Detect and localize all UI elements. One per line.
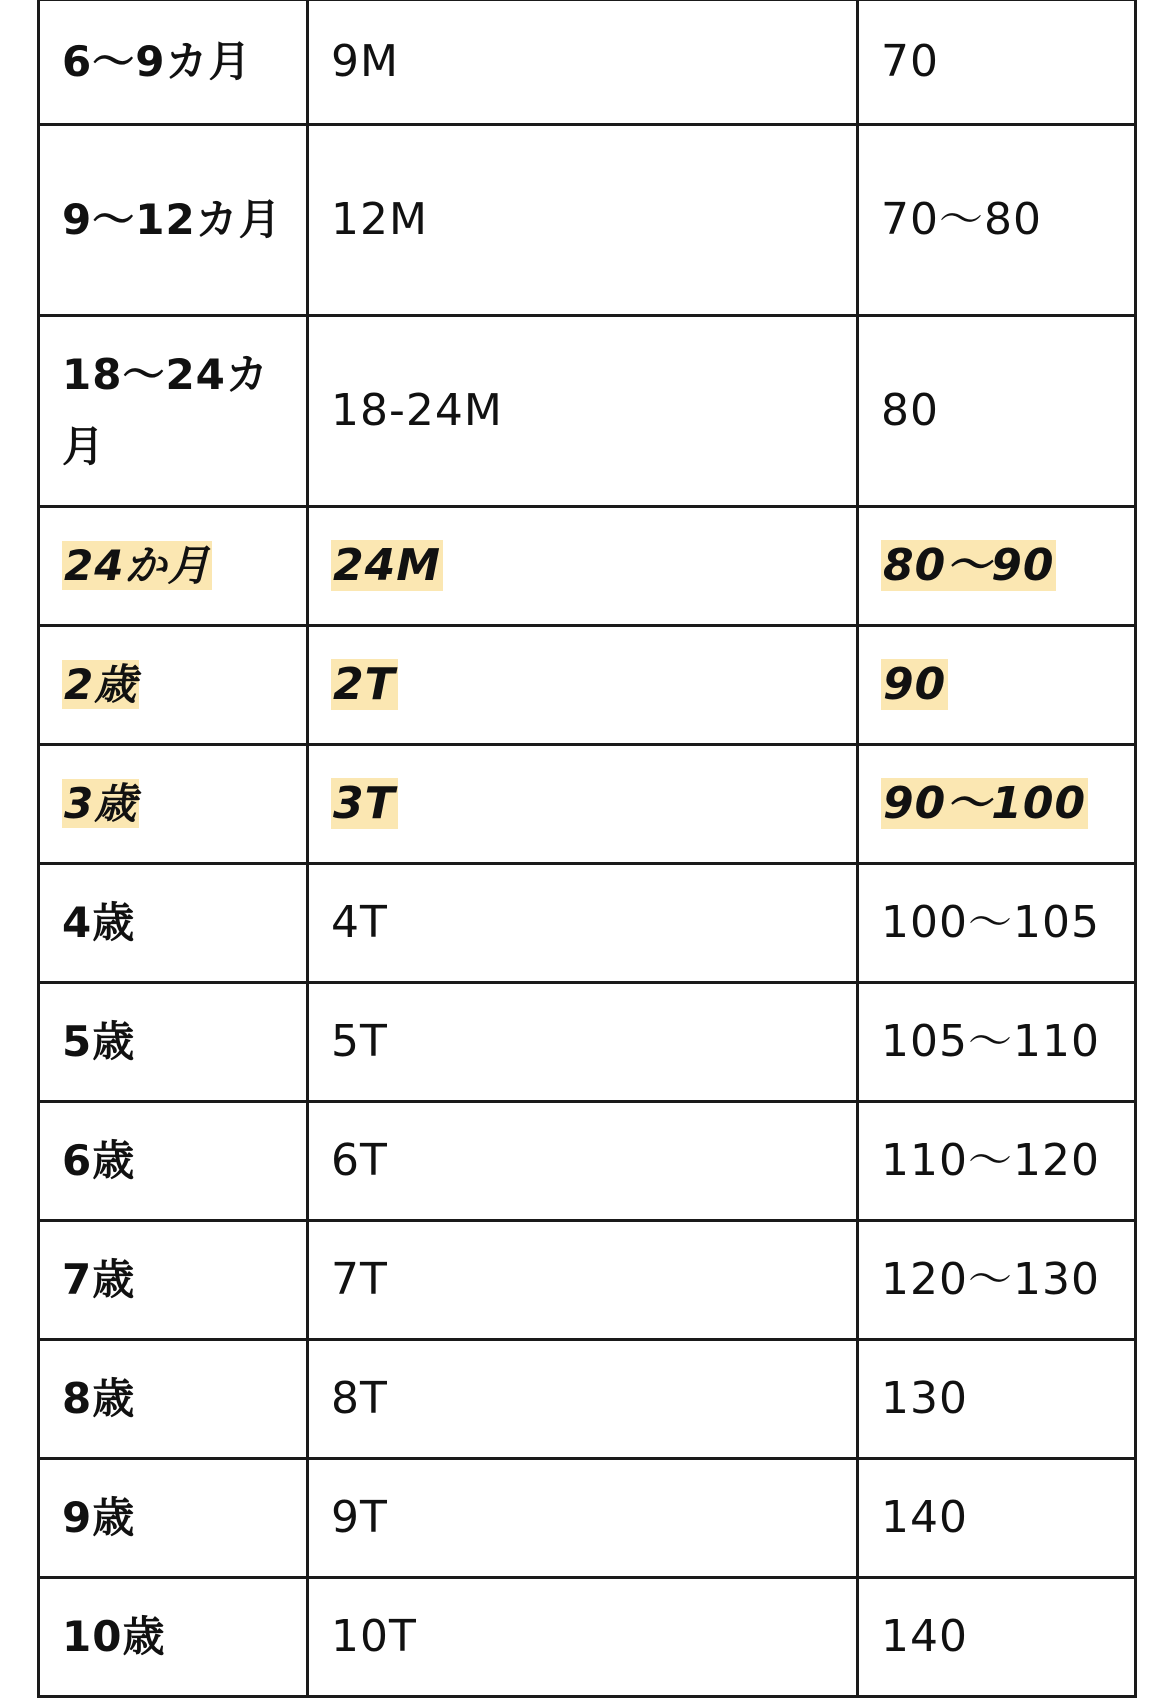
age-cell: 6〜9カ月 [39, 0, 308, 125]
age-cell: 3歳 [39, 745, 308, 864]
height-cell: 100〜105 [858, 864, 1136, 983]
height-cell: 70 [858, 0, 1136, 125]
table-row [39, 125, 1136, 316]
height-cell: 140 [858, 1578, 1136, 1697]
age-cell: 24か月 [39, 507, 308, 626]
table-row [39, 1102, 1136, 1221]
size-cell: 10T [308, 1578, 858, 1697]
size-cell: 7T [308, 1221, 858, 1340]
height-cell: 110〜120 [858, 1102, 1136, 1221]
size-cell: 24M [308, 507, 858, 626]
table-row [39, 1340, 1136, 1459]
height-cell: 90〜100 [858, 745, 1136, 864]
size-cell: 9M [308, 0, 858, 125]
height-cell: 90 [858, 626, 1136, 745]
age-cell: 9歳 [39, 1459, 308, 1578]
table-row [39, 507, 1136, 626]
size-chart-table [37, 0, 1137, 1698]
table-row [39, 1221, 1136, 1340]
size-cell: 2T [308, 626, 858, 745]
table-row [39, 316, 1136, 507]
age-cell: 9〜12カ月 [39, 125, 308, 316]
size-cell: 8T [308, 1340, 858, 1459]
table-row [39, 1459, 1136, 1578]
age-cell: 7歳 [39, 1221, 308, 1340]
age-cell: 4歳 [39, 864, 308, 983]
table-row [39, 864, 1136, 983]
height-cell: 80 [858, 316, 1136, 507]
size-cell: 6T [308, 1102, 858, 1221]
height-cell: 130 [858, 1340, 1136, 1459]
table-row [39, 1578, 1136, 1697]
height-cell: 70〜80 [858, 125, 1136, 316]
size-cell: 4T [308, 864, 858, 983]
size-cell: 3T [308, 745, 858, 864]
table-row [39, 983, 1136, 1102]
height-cell: 120〜130 [858, 1221, 1136, 1340]
age-cell: 6歳 [39, 1102, 308, 1221]
age-cell: 10歳 [39, 1578, 308, 1697]
table-row [39, 745, 1136, 864]
age-cell: 18〜24カ月 [39, 316, 308, 507]
size-cell: 18-24M [308, 316, 858, 507]
age-cell: 5歳 [39, 983, 308, 1102]
height-cell: 140 [858, 1459, 1136, 1578]
table-row [39, 626, 1136, 745]
size-cell: 12M [308, 125, 858, 316]
height-cell: 80〜90 [858, 507, 1136, 626]
size-cell: 5T [308, 983, 858, 1102]
age-cell: 8歳 [39, 1340, 308, 1459]
table-row [39, 0, 1136, 125]
size-cell: 9T [308, 1459, 858, 1578]
age-cell: 2歳 [39, 626, 308, 745]
height-cell: 105〜110 [858, 983, 1136, 1102]
